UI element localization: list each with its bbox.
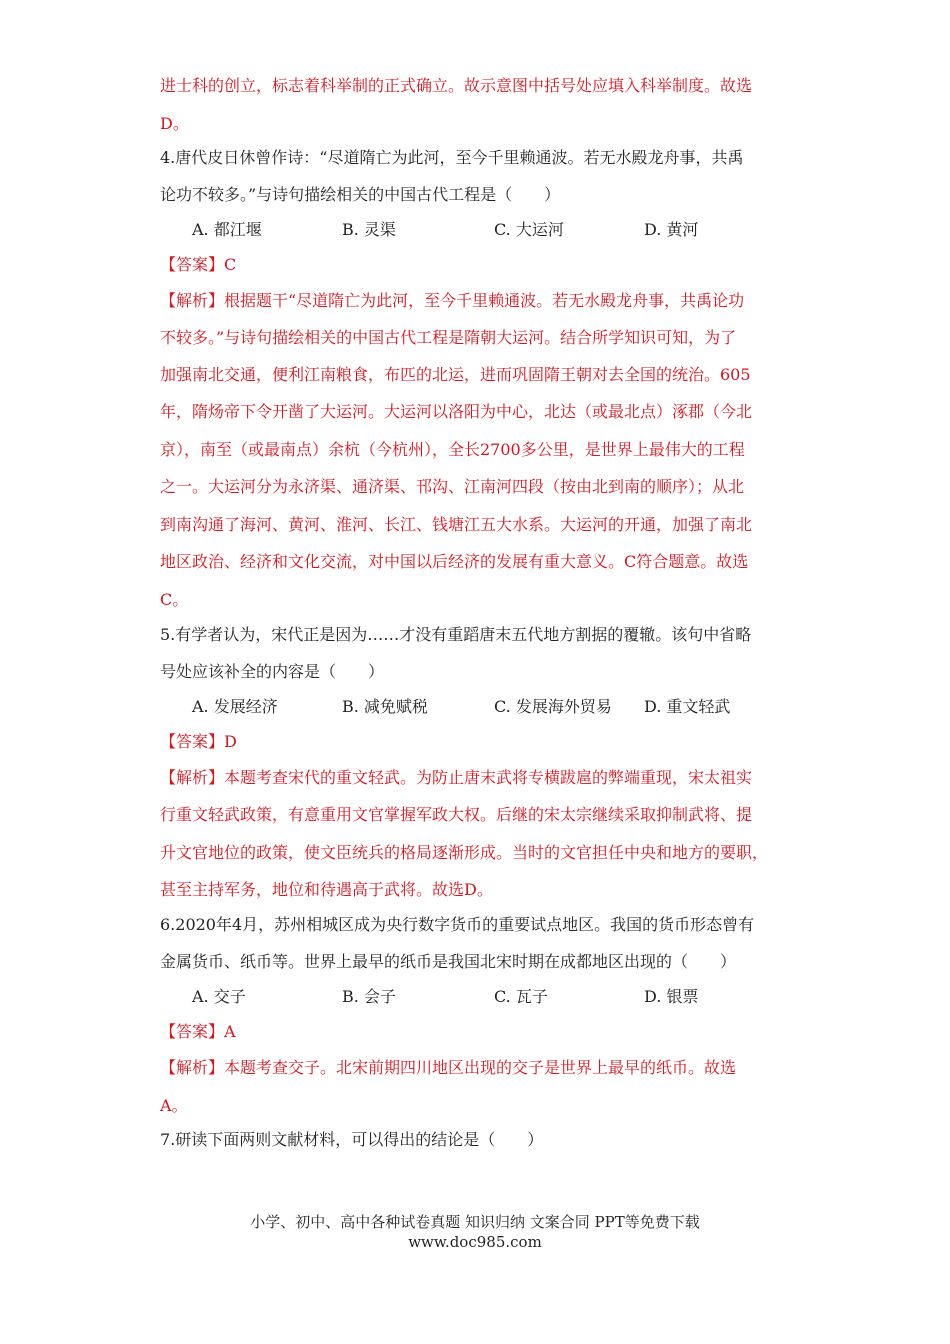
question-4-analysis: 【解析】根据题干“尽道隋亡为此河，至今千里赖通波。若无水殿龙舟事，共禹论功 (160, 291, 745, 310)
question-5-answer: 【答案】D (160, 732, 237, 751)
option-a: A. 都江堰 (192, 220, 262, 239)
option-a: A. 交子 (192, 987, 246, 1006)
question-5-analysis: 行重文轻武政策，有意重用文官掌握军政大权。后继的宋太宗继续采取抑制武将、提 (160, 805, 753, 824)
option-c: C. 瓦子 (494, 987, 548, 1006)
question-4-analysis: 年，隋炀帝下令开凿了大运河。大运河以洛阳为中心，北达（或最北点）涿郡（今北 (160, 402, 753, 421)
option-a: A. 发展经济 (192, 697, 278, 716)
question-4-stem: 论功不较多。”与诗句描绘相关的中国古代工程是（ ） (160, 185, 561, 204)
option-d: D. 银票 (644, 987, 699, 1006)
question-6-options (192, 987, 792, 1007)
question-6-analysis: 【解析】本题考查交子。北宋前期四川地区出现的交子是世界上最早的纸币。故选 (160, 1058, 737, 1077)
question-4-answer: 【答案】C (160, 255, 237, 274)
question-4-analysis: 加强南北交通，便利江南粮食，布匹的北运，进而巩固隋王朝对去全国的统治。605 (160, 365, 751, 384)
footer-slogan: 小学、初中、高中各种试卷真题 知识归纳 文案合同 PPT等免费下载 (250, 1213, 700, 1231)
question-4-analysis: 不较多。”与诗句描绘相关的中国古代工程是隋朝大运河。结合所学知识可知，为了 (160, 328, 737, 347)
question-7-stem: 7.研读下面两则文献材料，可以得出的结论是（ ） (160, 1130, 544, 1149)
question-6-analysis: A。 (160, 1096, 188, 1115)
footer-website-link[interactable]: www.doc985.com (408, 1233, 542, 1251)
intro-line: D。 (160, 114, 189, 133)
option-b: B. 灵渠 (342, 220, 396, 239)
question-4-analysis: 之一。大运河分为永济渠、通济渠、邗沟、江南河四段（按由北到南的顺序）；从北 (160, 477, 745, 496)
question-4-stem: 4.唐代皮日休曾作诗：“尽道隋亡为此河，至今千里赖通波。若无水殿龙舟事，共禹 (160, 148, 744, 167)
question-5-stem: 号处应该补全的内容是（ ） (160, 662, 385, 681)
question-4-options (192, 220, 792, 240)
question-4-analysis: 地区政治、经济和文化交流，对中国以后经济的发展有重大意义。C符合题意。故选 (160, 552, 749, 571)
option-d: D. 黄河 (644, 220, 699, 239)
question-4-analysis: 京），南至（或最南点）余杭（今杭州），全长2700多公里，是世界上最伟大的工程 (160, 440, 745, 459)
option-b: B. 会子 (342, 987, 396, 1006)
intro-line: 进士科的创立，标志着科举制的正式确立。故示意图中括号处应填入科举制度。故选 (160, 76, 753, 95)
question-6-stem: 6.2020年4月，苏州相城区成为央行数字货币的重要试点地区。我国的货币形态曾有 (160, 915, 755, 934)
question-6-answer: 【答案】A (160, 1022, 236, 1041)
question-5-analysis: 甚至主持军务，地位和待遇高于武将。故选D。 (160, 880, 493, 899)
option-d: D. 重文轻武 (644, 697, 731, 716)
question-5-stem: 5.有学者认为，宋代正是因为……才没有重蹈唐末五代地方割据的覆辙。该句中省略 (160, 625, 752, 644)
option-c: C. 发展海外贸易 (494, 697, 612, 716)
question-4-analysis: 到南沟通了海河、黄河、淮河、长江、钱塘江五大水系。大运河的开通，加强了南北 (160, 515, 753, 534)
option-b: B. 减免赋税 (342, 697, 428, 716)
question-5-options (192, 697, 792, 717)
option-c: C. 大运河 (494, 220, 564, 239)
question-6-stem: 金属货币、纸币等。世界上最早的纸币是我国北宋时期在成都地区出现的（ ） (160, 952, 737, 971)
question-4-analysis: C。 (160, 590, 189, 609)
question-5-analysis: 【解析】本题考查宋代的重文轻武。为防止唐末武将专横跋扈的弊端重现，宋太祖实 (160, 768, 753, 787)
question-5-analysis: 升文官地位的政策，使文臣统兵的格局逐渐形成。当时的文官担任中央和地方的要职， (160, 843, 769, 862)
